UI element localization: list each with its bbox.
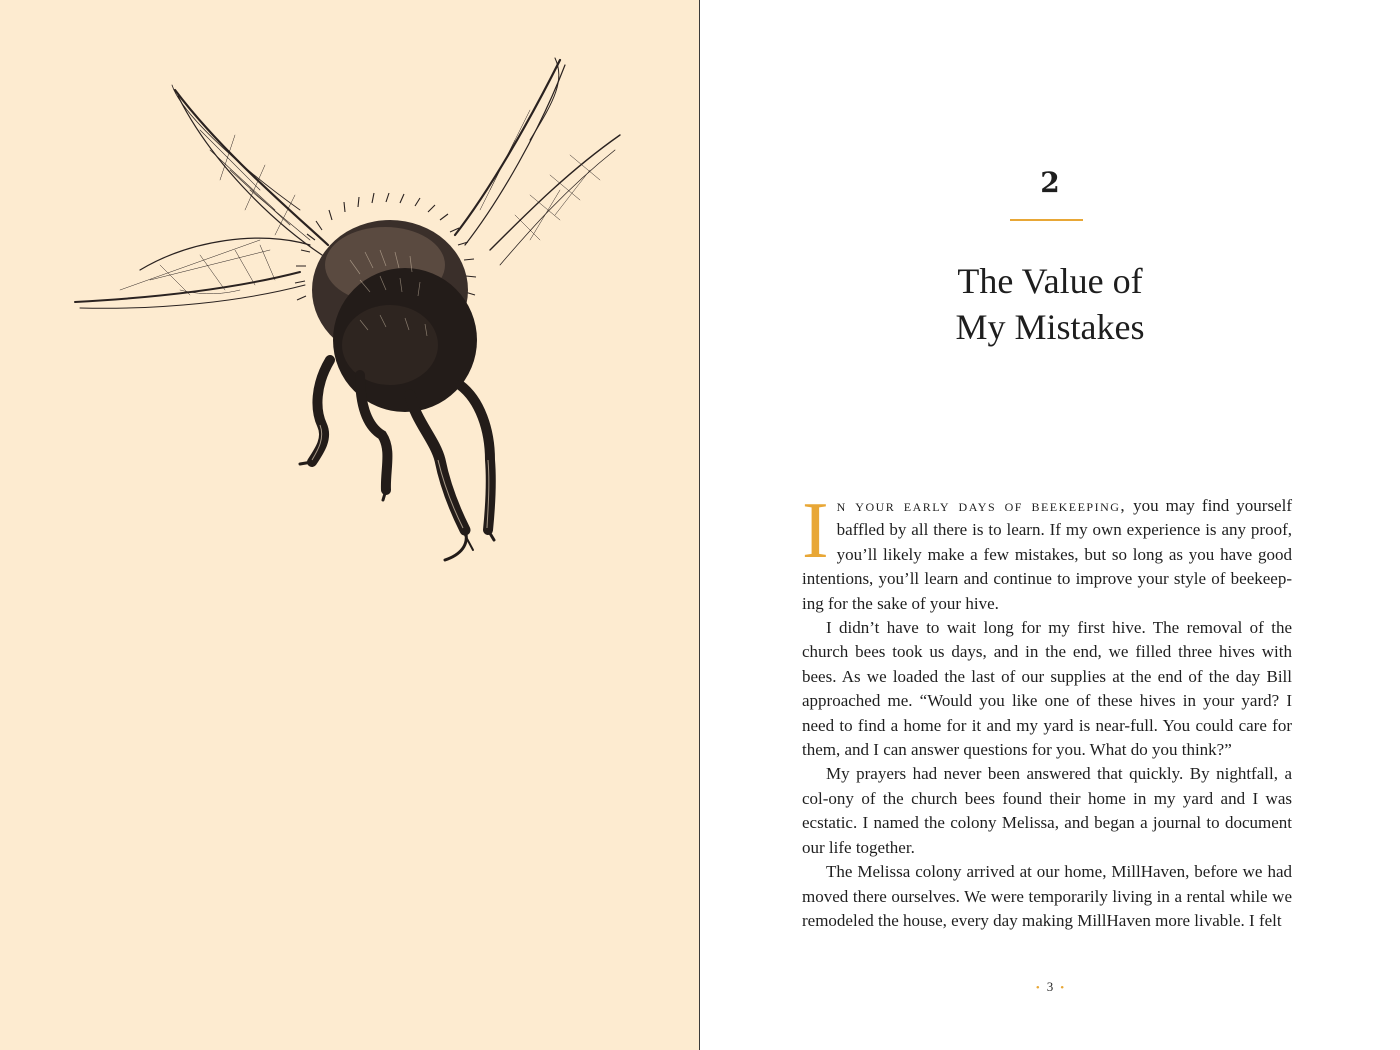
folio [700,979,1400,995]
chapter-title [700,258,1400,350]
paragraph-3: My prayers had never been answered that quickly. By nightfall, a col-ony of the church bees found their home in my yard and I was ecstatic. I named the colony Melissa, and began a journal to document our life together. [802,764,1292,857]
bee-sketch-icon [60,40,660,600]
chapter-number: 2 [1040,166,1060,199]
folio-dot-right: • [1060,982,1065,994]
chapter-title-line-1: The Value of [957,261,1143,301]
chapter-title-line-2: My Mistakes [955,307,1145,347]
paragraph-1-text: you may find yourself baffled by all there is to learn. If my own experience is any proof, you’ll likely make a few mistakes, but so long as you have good intentions, you’ll learn and continue to improve your style of beekeep-ing for the sake of your hive. [802,496,1292,613]
paragraph-2: I didn’t have to wait long for my first hive. The removal of the church bees took us days, and in the end, we filled three hives with bees. As we loaded the last of our supplies at the end of the day Bill approached me. “Would you like one of these hives in your yard? I need to find a home for it and my yard is near-full. You could care for them, and I can answer questions for you. What do you think?” [802,618,1292,760]
right-page [700,0,1400,1050]
chapter-rule [1010,219,1083,221]
lead-in: n your early days of beekeeping, [836,496,1127,515]
paragraph-4: The Melissa colony arrived at our home, MillHaven, before we had moved there ourselves. We were temporarily living in a rental while we remodeled the house, every day making MillHaven more livable. I felt [802,862,1292,930]
drop-cap: I [802,487,829,575]
folio-dot-left: • [1035,982,1040,994]
page-number: 3 [1046,979,1054,994]
paragraph-1 [802,487,1292,616]
body-text [802,487,1292,933]
